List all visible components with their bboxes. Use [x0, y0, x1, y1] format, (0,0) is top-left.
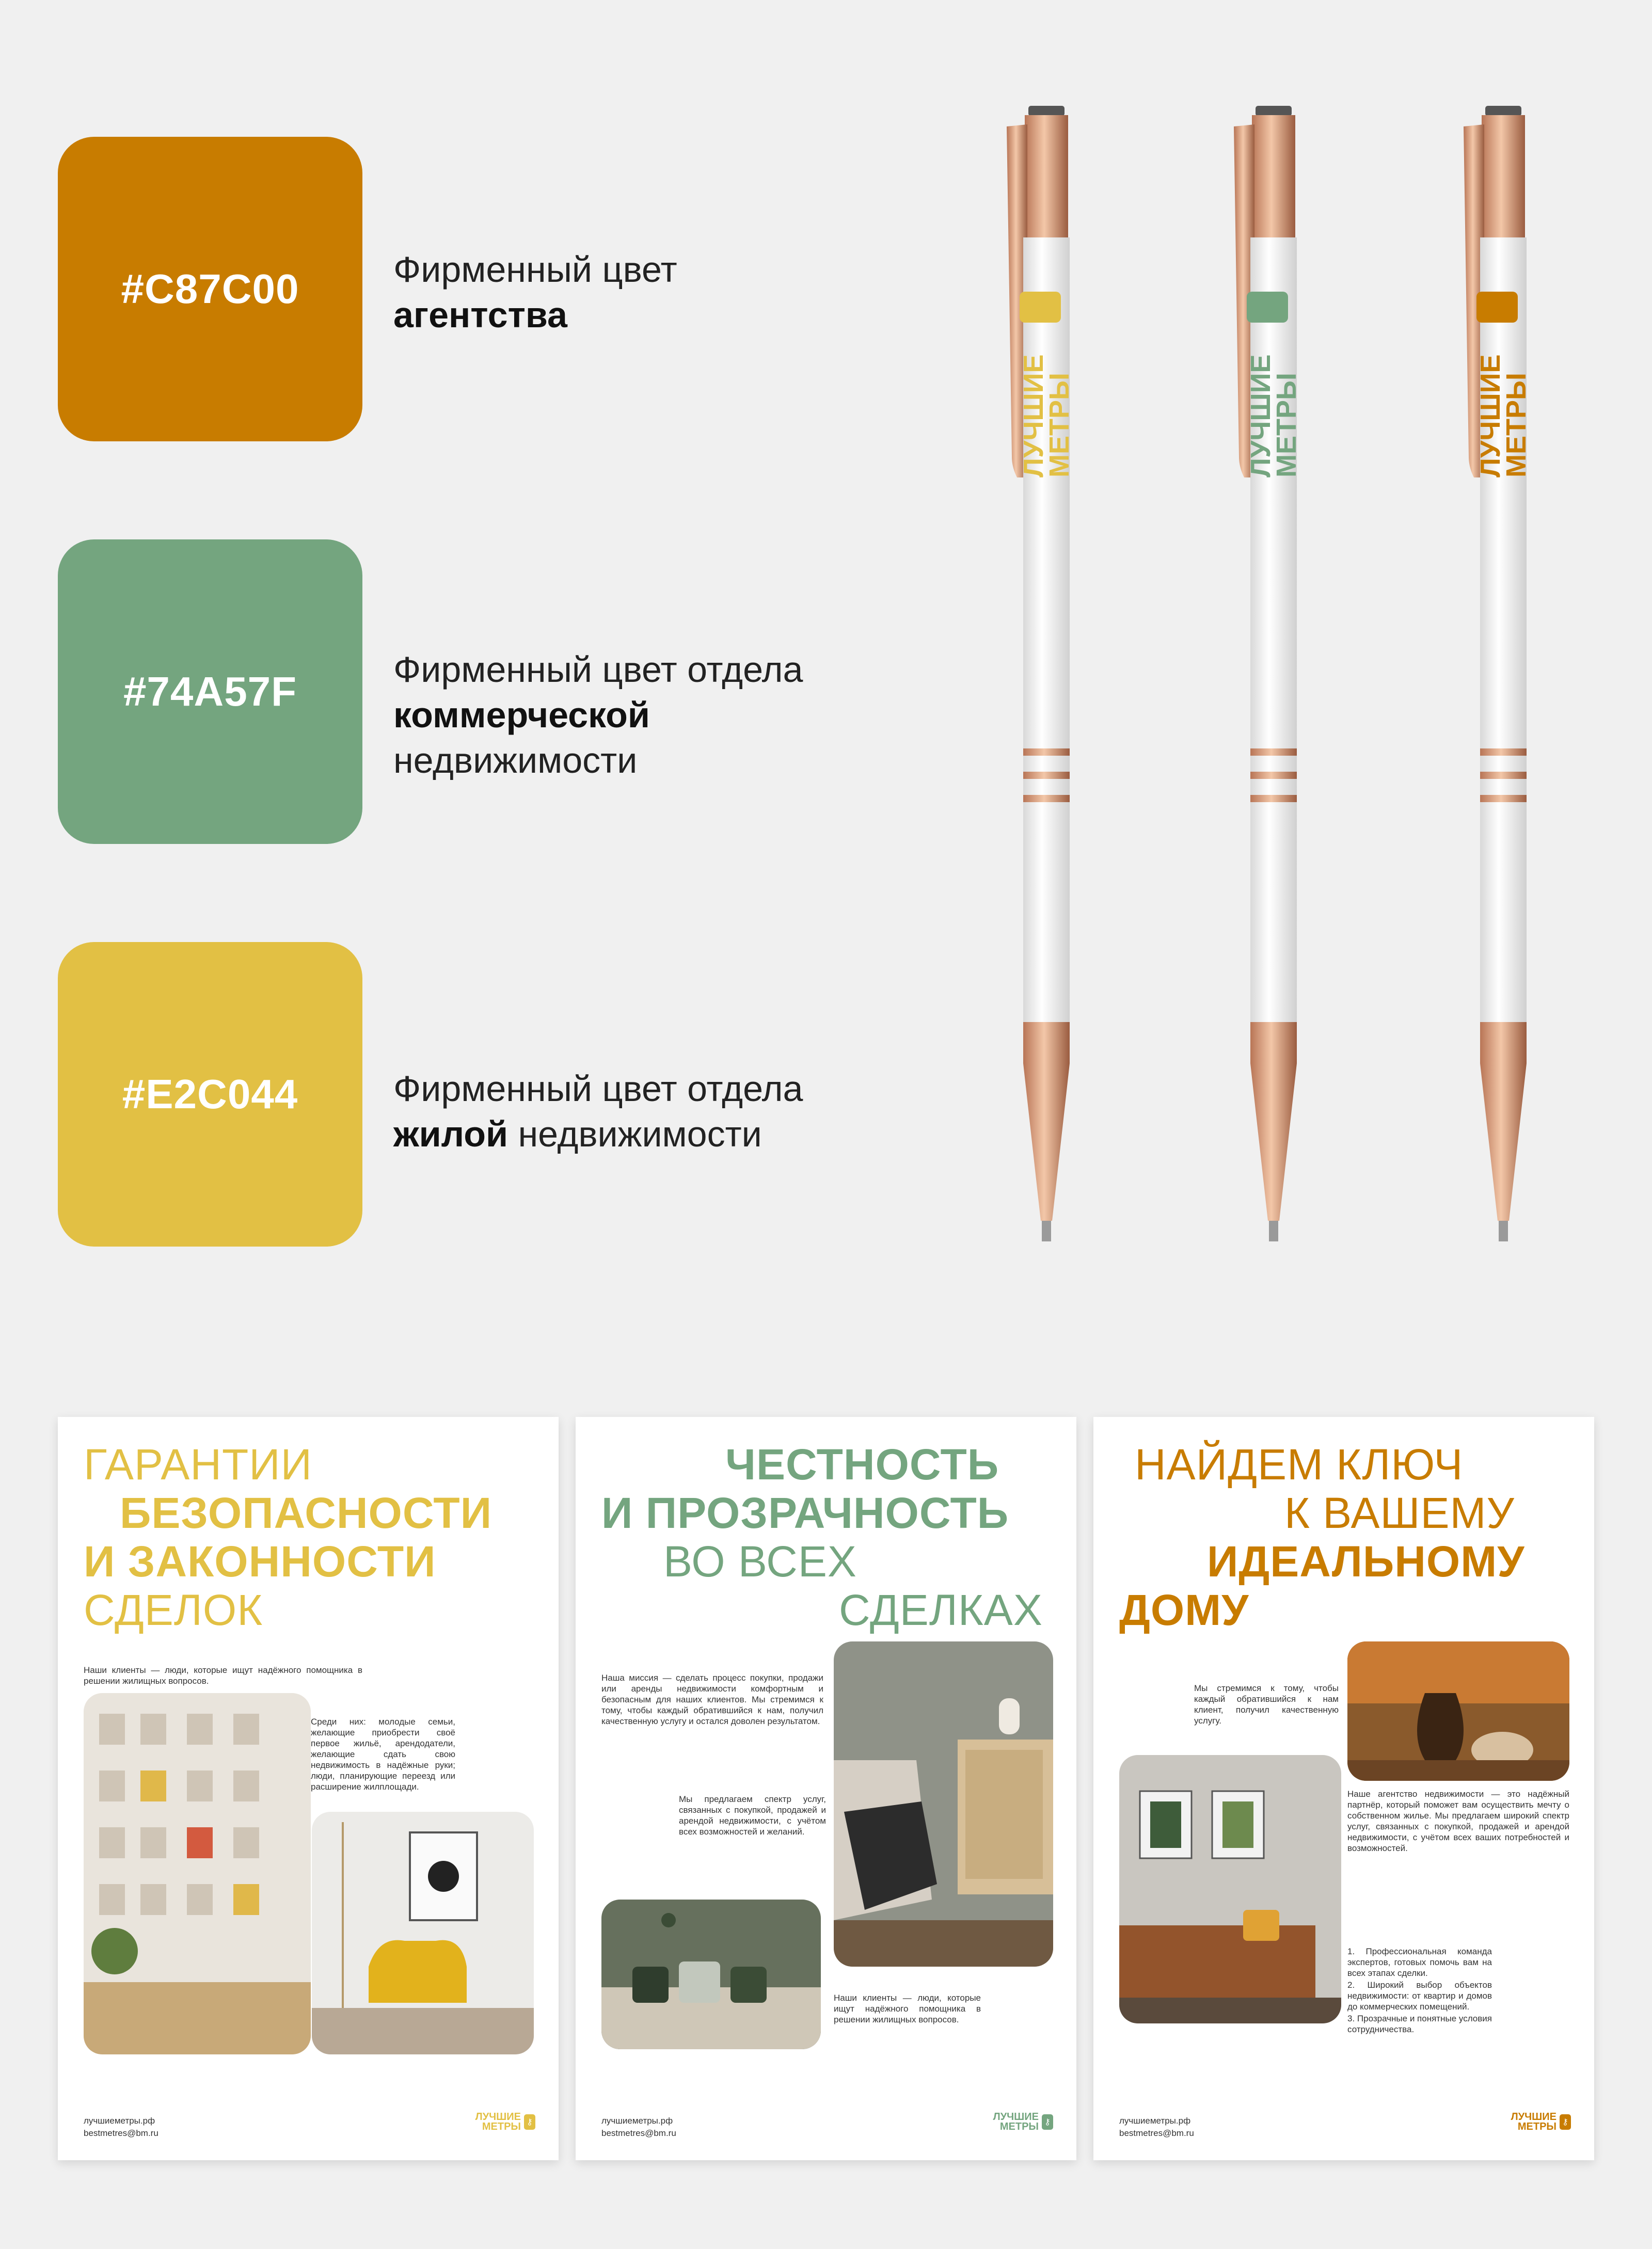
poster-title-line: ГАРАНТИИ: [84, 1440, 313, 1489]
poster-logo: [1511, 2107, 1571, 2137]
poster-logo: [475, 2107, 535, 2137]
poster-clients-text: Наши клиенты — люди, которые ищут надёжного помощника в решении жилищных вопросов.: [834, 1993, 981, 2024]
pen-illustration: [1224, 106, 1306, 1293]
poster-goal-text: Мы стремимся к тому, чтобы каждый обратившийся к нам клиент, получил качественную услугу.: [1194, 1683, 1339, 1726]
poster-footer: [84, 2115, 158, 2140]
pen-logo-line1: ЛУЧШИЕ: [1018, 354, 1049, 477]
swatch-desc-line: Фирменный цвет: [393, 249, 677, 290]
poster-agency: [1093, 1417, 1594, 2160]
poster-benefit-2: 2. Широкий выбор объектов недвижимости: от квартир и домов до коммерческих помещений.: [1347, 1980, 1492, 2012]
poster-logo: [993, 2107, 1053, 2137]
keyhole-icon: ⚷: [1560, 2114, 1571, 2130]
swatch-desc-line: Фирменный цвет отдела: [393, 649, 803, 690]
logo-line1: ЛУЧШИЕ: [993, 2111, 1039, 2123]
poster-title-line: ИДЕАЛЬНОМУ: [1207, 1537, 1525, 1586]
swatch-desc-bold: жилой: [393, 1114, 508, 1154]
logo-line1: ЛУЧШИЕ: [1511, 2111, 1556, 2123]
footer-site[interactable]: лучшиеметры.рф: [601, 2116, 673, 2126]
poster-commercial: [576, 1417, 1076, 2160]
footer-site[interactable]: лучшиеметры.рф: [84, 2116, 155, 2126]
logo-line1: ЛУЧШИЕ: [475, 2111, 521, 2123]
swatch-hex: #C87C00: [121, 266, 299, 312]
photo-sofa-cushions: [601, 1900, 821, 2049]
pen-logo-line2: МЕТРЫ: [1044, 373, 1075, 477]
footer-site[interactable]: лучшиеметры.рф: [1119, 2116, 1191, 2126]
pen-agency: [1453, 106, 1536, 1293]
swatch-commercial: [58, 539, 362, 844]
swatch-residential-description: [393, 1066, 803, 1157]
photo-gallery-wall: [84, 1693, 311, 2054]
photo-leather-sofa: [1119, 1755, 1341, 2023]
poster-intro-text: Наши клиенты — люди, которые ищут надёжного помощника в решении жилищных вопросов.: [84, 1665, 362, 1686]
pen-logo-line2: МЕТРЫ: [1501, 373, 1532, 477]
poster-benefit-3: 3. Прозрачные и понятные условия сотрудничества.: [1347, 2014, 1492, 2034]
swatch-residential: [58, 942, 362, 1247]
swatch-desc-tail: недвижимости: [508, 1114, 762, 1154]
pen-illustration: [1453, 106, 1536, 1293]
swatch-desc-line: Фирменный цвет отдела: [393, 1068, 803, 1109]
keyhole-icon: ⚷: [1042, 2114, 1053, 2130]
swatch-desc-line: недвижимости: [393, 740, 638, 780]
pen-logo-line2: МЕТРЫ: [1271, 373, 1302, 477]
photo-yellow-armchair: [312, 1812, 534, 2054]
swatch-desc-bold: коммерческой: [393, 695, 650, 735]
pen-logo-line1: ЛУЧШИЕ: [1245, 354, 1276, 477]
pen-residential: [996, 106, 1079, 1293]
poster-benefit-1: 1. Профессиональная команда экспертов, готовых помочь вам на всех этапах сделки.: [1347, 1947, 1492, 1978]
logo-line2: МЕТРЫ: [999, 2121, 1039, 2132]
swatch-desc-bold: агентства: [393, 295, 567, 335]
swatch-hex: #74A57F: [123, 668, 297, 714]
logo-line2: МЕТРЫ: [1517, 2121, 1556, 2132]
poster-title-line: СДЕЛОК: [84, 1586, 263, 1634]
logo-line2: МЕТРЫ: [482, 2121, 521, 2132]
poster-partner-text: Наше агентство недвижимости — это надёжный партнёр, который поможет вам осуществить мечту о собственном жилье. Мы предлагаем широкий спектр услуг, связанных с покупкой, продажей и арендой недвижимости, с учётом всех ваших потребностей и возможностей.: [1347, 1789, 1569, 1853]
photo-cabinet-chair: [834, 1641, 1053, 1967]
poster-title-line: БЕЗОПАСНОСТИ: [120, 1489, 493, 1537]
pen-illustration: [996, 106, 1079, 1293]
pen-commercial: [1224, 106, 1306, 1293]
footer-email[interactable]: bestmetres@bm.ru: [1119, 2128, 1194, 2138]
footer-email[interactable]: bestmetres@bm.ru: [601, 2128, 676, 2138]
photo-vases: [1347, 1641, 1569, 1781]
pen-logo-line1: ЛУЧШИЕ: [1475, 354, 1506, 477]
poster-title-line: СДЕЛКАХ: [839, 1586, 1043, 1634]
swatch-agency: [58, 137, 362, 441]
poster-title-line: ДОМУ: [1119, 1586, 1249, 1634]
poster-title-line: И ЗАКОННОСТИ: [84, 1537, 436, 1586]
footer-email[interactable]: bestmetres@bm.ru: [84, 2128, 158, 2138]
poster-title: [601, 1440, 1056, 1634]
poster-title-line: ЧЕСТНОСТЬ: [725, 1440, 999, 1489]
poster-services-text: Мы предлагаем спектр услуг, связанных с покупкой, продажей и арендой недвижимости, с учётом всех возможностей и желаний.: [679, 1794, 826, 1837]
poster-audience-text: Среди них: молодые семьи, желающие приобрести своё первое жильё, арендодатели, желающие сдать свою недвижимость в надёжные руки; люди, планирующие переезд или расширение жилплощади.: [311, 1717, 455, 1792]
poster-title-line: ВО ВСЕХ: [663, 1537, 857, 1586]
poster-title-line: К ВАШЕМУ: [1284, 1489, 1515, 1537]
poster-footer: [1119, 2115, 1194, 2140]
poster-footer: [601, 2115, 676, 2140]
poster-residential: [58, 1417, 559, 2160]
poster-title: [1119, 1440, 1574, 1634]
poster-mission-text: Наша миссия — сделать процесс покупки, продажи или аренды недвижимости комфортным и безопасным для наших клиентов. Мы стремимся к тому, чтобы каждый обратившийся к нам, получил качественную услугу и остался доволен результатом.: [601, 1673, 823, 1726]
swatch-agency-description: [393, 247, 677, 338]
swatch-commercial-description: [393, 647, 803, 783]
swatch-hex: #E2C044: [122, 1071, 298, 1117]
poster-title-line: НАЙДЕМ КЛЮЧ: [1135, 1440, 1464, 1489]
poster-title-line: И ПРОЗРАЧНОСТЬ: [601, 1489, 1009, 1537]
poster-title: [84, 1440, 538, 1634]
keyhole-icon: ⚷: [524, 2114, 535, 2130]
